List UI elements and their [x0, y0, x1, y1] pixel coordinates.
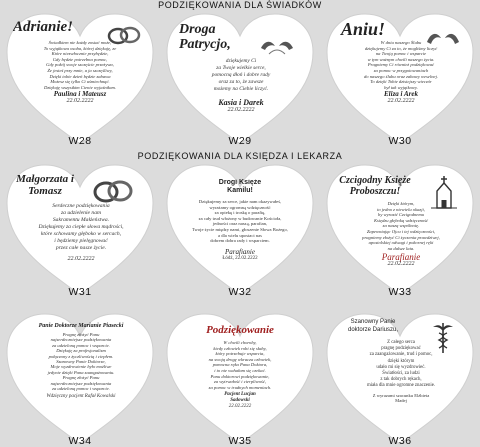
card-code: W36	[388, 435, 412, 447]
card-heading: Szanowny Panie doktorze Dariuszu,	[347, 319, 399, 333]
card-heading: Aniu!	[341, 22, 386, 39]
card-signature: Paulina i Mateusz	[53, 90, 107, 99]
card-w28[interactable]	[5, 12, 155, 146]
card-heading: Czcigodny Księże Proboszczu!	[339, 175, 411, 197]
card-code: W35	[228, 435, 252, 447]
card-heading: Podziękowanie	[206, 324, 274, 336]
card-signature: Wdzięczny pacjent Rafał Kowalski	[46, 394, 116, 400]
card-w36[interactable]	[325, 312, 475, 446]
card-code: W32	[228, 286, 252, 298]
card-heading: Drogi Księże Kamilu!	[218, 179, 262, 194]
card-heading: Panie Doktorze Marianie Piasecki	[38, 323, 124, 329]
card-body: W chwili choroby, kiedy człowiek robi się słaby, który potrzebuje wsparcia, na swoją drogę wkracza człowiek, pomocna ręka Pana Doktora, i to nie wahałam się czekać. Panu doktorowi podziękowanie, za wytrwałość i cierpliwość, za pomoc w trudnych momentach.	[208, 340, 272, 390]
card-w33[interactable]	[325, 163, 475, 297]
card-body: Pragnę złożyć Panu najserdeczniejsze podziękowania za udzieloną pomoc i wsparcie. Dziękuję za profesjonalizm połączony z życzliwością i ciepłem. Szanowny Panie Doktorze, Moje wyzdrowienie było możliwe jedynie dzięki Pana zaangażowaniu. Pragnę złożyć Panu najserdeczniejsze podziękowania za udzieloną pomoc i wsparcie.	[47, 332, 115, 392]
card-body-1: Świadkiem nie każdy zostać może, To wyjątkowa osoba, której dziękuję, ze Które niezwłocznie przybędzie, Gdy będzie potrzebna pomoc, Gdy pokój swoje szczęście przeżywa, Że jesteś przy mnie, a ja szczęśliwy, Dzięki tobie dzień będzie zabawa Możesz się tylko Ci uśmiechnąć. Dziękuję wszystkim Cienie wyjaśniłam.	[43, 40, 117, 90]
card-signature: Pacjent Lucjan Sadowski	[224, 392, 256, 404]
card-date: 22.02.2222	[227, 107, 255, 113]
card-code: W29	[228, 135, 252, 147]
card-heading: Adrianie!	[13, 20, 74, 35]
card-body: Dzięki którym, to jedno z niewielu okazji, by wyrazić Czcigodnemu Księdzu głęboką wdzięczność za naszą wspólnotę. Zapewniając Ojcu i tej wdzięczności, pragniemy złożyć Ci życzenia prawdziwej, apostolskiej odwagi i pokornej ręki na dalsze lata.	[362, 201, 440, 251]
card-body: W dniu naszego Ślubu dziękujemy Ci za to, że mogliśmy liczyć na Twoją pomoc i wsparcie w tym ważnym chwili naszego życia. Pragniemy Ci również podziękować za pomoc w przygotowaniach do naszego ślubu oraz zabawy weselnej. To dzięki Tobie dzisiejszy wieczór był tak wyjątkowy.	[363, 40, 438, 90]
card-body: Dziękujemy za serce, jakie nam okazywałeś, wyrażamy ogromną wdzięczność za opiekę i troskę o parafię, za cały trud włożony w budowanie Kościoła, jedności oraz naszą, parafian, Twoje życie między nami, głoszenie Słowa Bożego, a dla wielu upostaci nas dobrem dobra rady i wsparciem.	[192, 199, 288, 244]
card-signature: Parafianie	[381, 252, 421, 263]
card-body: dziękujemy Ci za Twoje wielkie serce, pomocną dłoń i dobre rady oraz za to, że zawsze możemy na Ciebie liczyć.	[211, 58, 271, 92]
card-w30[interactable]	[325, 12, 475, 146]
card-signature: Parafianie	[225, 247, 255, 256]
doves-icon	[257, 34, 297, 58]
card-date: 22.02.2222	[387, 261, 415, 268]
card-date: Łódź, 22.02.2222	[222, 255, 258, 261]
card-code: W28	[68, 135, 92, 147]
card-date: 22.02.2222	[228, 404, 252, 410]
doves-icon	[423, 26, 463, 50]
card-body: Serdeczne podziękowania za udzielenie nam Sakramentu Małżeństwa. Dziękujemy za ciepłe słowa mądrości, które schowamy głęboko w sercach, i będziemy pielęgnować przez całe nasze życie.	[38, 203, 124, 251]
card-signature: Eliza i Arek	[384, 90, 418, 99]
card-w32[interactable]	[165, 163, 315, 297]
wedding-rings-icon	[89, 177, 137, 205]
witnesses-section-title: PODZIĘKOWANIA DLA ŚWIADKÓW	[158, 0, 322, 10]
card-date: 22.02.2222	[66, 98, 94, 105]
card-signature: Kasia i Darek	[218, 98, 264, 107]
card-signature: Z wyrazami szacunku Elżbieta Madej	[372, 392, 430, 404]
caduceus-icon	[431, 320, 455, 354]
card-code: W30	[388, 135, 412, 147]
card-date: 22.02.2222	[67, 256, 95, 262]
card-w31[interactable]	[5, 163, 155, 297]
card-date: 22.02.2222	[387, 98, 415, 105]
card-heading: Droga Patrycjo,	[179, 22, 231, 52]
priest-doctor-section-title: PODZIĘKOWANIA DLA KSIĘDZA I LEKARZA	[137, 151, 343, 161]
card-w35[interactable]	[165, 312, 315, 446]
card-heading: Małgorzata i Tomasz	[16, 173, 74, 197]
card-code: W31	[68, 286, 92, 298]
card-body: Z całego serca pragnę podziękować za zaangażowanie, trud i pomoc, dzięki którym udało mi się wyzdrowieć. Światłości, za ludzi z tak dobrych rękach, miała dla mnie ogromne znaczenie.	[366, 340, 436, 389]
card-code: W34	[68, 435, 92, 447]
card-w34[interactable]	[5, 312, 155, 446]
church-icon	[429, 175, 459, 209]
card-w29[interactable]	[165, 12, 315, 146]
card-code: W33	[388, 286, 412, 298]
wedding-rings-icon	[105, 24, 143, 46]
